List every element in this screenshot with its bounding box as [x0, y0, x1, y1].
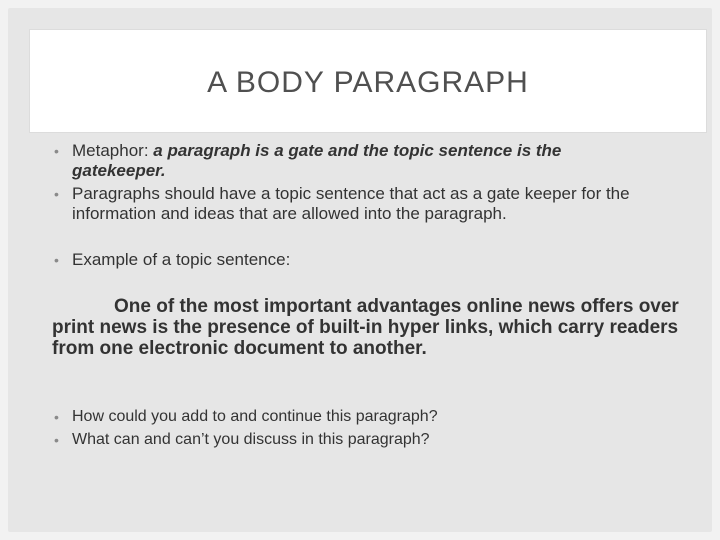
- slide: [8, 8, 712, 532]
- bullet-dot-icon: •: [54, 252, 59, 268]
- bullet-text: [54, 141, 654, 181]
- bullet-paragraphs: [54, 184, 694, 224]
- bullet-dot-icon: •: [54, 432, 59, 448]
- slide-title: A BODY PARAGRAPH: [207, 66, 529, 99]
- bullet-question-discuss: [54, 430, 654, 450]
- bullet-example-label: [54, 250, 654, 270]
- bullet-prefix: Metaphor:: [72, 141, 154, 160]
- bullet-dot-icon: •: [54, 409, 59, 425]
- bullet-dot-icon: •: [54, 186, 59, 202]
- bullet-text: Example of a topic sentence:: [72, 250, 291, 269]
- bullet-text: Paragraphs should have a topic sentence that act as a gate keeper for the information and ideas that are allowed into the paragraph.: [72, 184, 630, 223]
- bullet-text: What can and can’t you discuss in this paragraph?: [72, 431, 430, 448]
- bullet-metaphor: [54, 141, 654, 181]
- bullet-text: How could you add to and continue this paragraph?: [72, 408, 438, 425]
- bullet-dot-icon: •: [54, 143, 59, 159]
- bullet-question-continue: [54, 407, 654, 427]
- title-box: [29, 29, 707, 133]
- example-topic-sentence: One of the most important advantages online news offers over print news is the presence of built-in hyper links, which carry readers from one electronic document to another.: [52, 296, 679, 359]
- bullet-emphasis: a paragraph is a gate and the topic sentence is the gatekeeper.: [72, 141, 562, 180]
